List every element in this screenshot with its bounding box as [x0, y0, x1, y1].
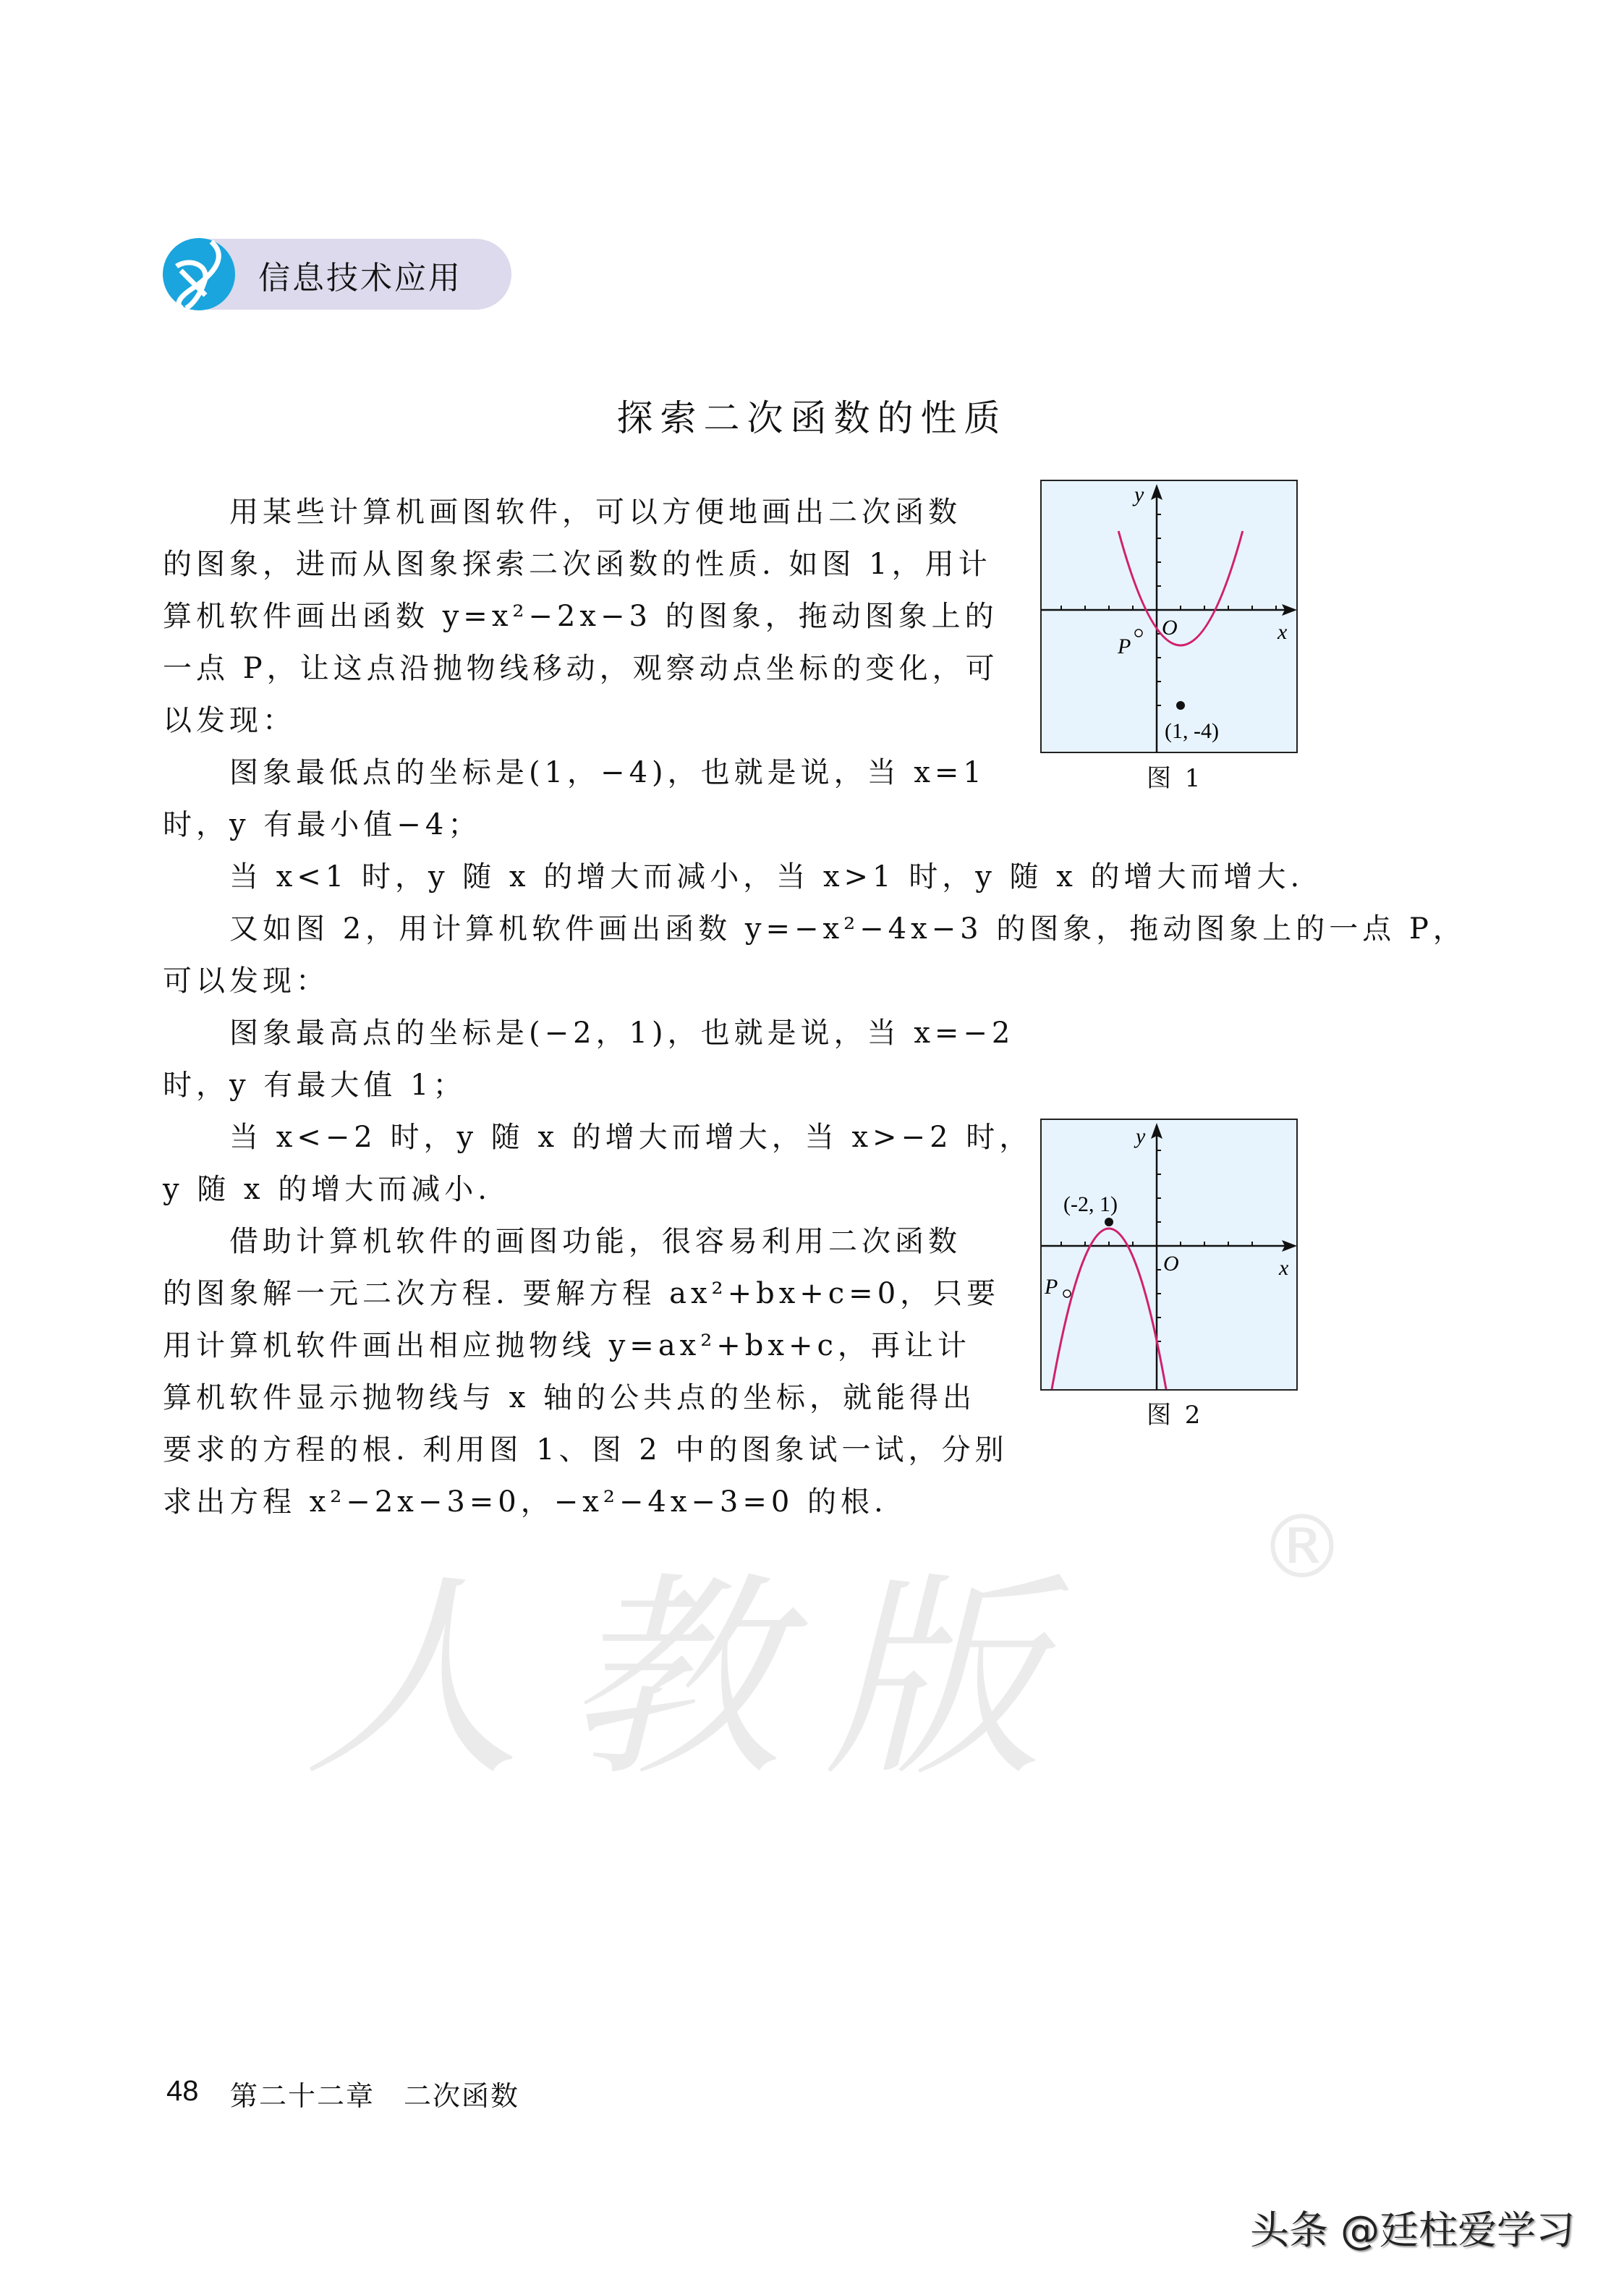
text-line: 时，y 有最小值−4；	[163, 808, 482, 841]
paragraph-monotonic-1	[163, 851, 1304, 903]
text-line: 要求的方程的根. 利用图 1、图 2 中的图象试一试，分别	[163, 1433, 1008, 1467]
y-axis-label: y	[1134, 483, 1144, 506]
running-footer-chapter: 第二十二章 二次函数	[230, 2080, 520, 2112]
text-line: 又如图 2，用计算机软件画出函数 y=−x²−4x−3 的图象，拖动图象上的一点 P，	[163, 912, 1466, 946]
registered-mark: ®	[1259, 1498, 1345, 1598]
vertex-point	[1105, 1218, 1113, 1226]
x-axis-label: x	[1279, 1256, 1289, 1280]
vertex-label: (-2, 1)	[1063, 1192, 1118, 1216]
origin-label: O	[1162, 616, 1178, 640]
text-line: 用计算机软件画出相应抛物线 y=ax²+bx+c，再让计	[163, 1329, 971, 1362]
text-line: 当 x<−2 时，y 随 x 的增大而增大，当 x>−2 时，	[163, 1121, 1033, 1154]
text-line: 当 x<1 时，y 随 x 的增大而减小，当 x>1 时，y 随 x 的增大而增大.	[163, 860, 1304, 894]
mouse-logo-icon	[161, 236, 237, 313]
point-p-label: P	[1045, 1275, 1058, 1299]
figure-2-caption: 图 2	[1147, 1401, 1204, 1430]
y-axis-label: y	[1136, 1124, 1146, 1148]
text-line: 可以发现：	[163, 964, 329, 998]
paragraph-min-point	[163, 747, 986, 851]
figure-2-graph	[1040, 1119, 1298, 1391]
point-p-marker	[1135, 629, 1142, 637]
paragraph-max-point	[163, 1007, 1014, 1111]
vertex-label: (1, -4)	[1165, 719, 1219, 743]
figure-1-caption: 图 1	[1147, 764, 1204, 793]
text-line: 一点 P，让这点沿抛物线移动，观察动点坐标的变化，可	[163, 652, 999, 685]
point-p-marker	[1063, 1290, 1071, 1297]
text-line: 算机软件画出函数 y=x²−2x−3 的图象，拖动图象上的	[163, 600, 998, 633]
section-banner	[161, 239, 514, 310]
paragraph-intro	[163, 486, 999, 747]
page-number: 48	[166, 2075, 199, 2107]
x-axis-label: x	[1277, 620, 1288, 644]
source-watermark: 头条 @廷柱爱学习	[1250, 2207, 1576, 2253]
text-line: 图象最高点的坐标是(−2，1)，也就是说，当 x=−2	[163, 1017, 1015, 1050]
paragraph-monotonic-2	[163, 1111, 1032, 1216]
paragraph-figure2-intro	[163, 903, 1466, 1007]
text-line: 时，y 有最大值 1；	[163, 1069, 467, 1102]
text-line: 算机软件显示抛物线与 x 轴的公共点的坐标，就能得出	[163, 1381, 976, 1414]
publisher-watermark: 人教版	[304, 1553, 1085, 1806]
text-line: 图象最低点的坐标是(1，−4)，也就是说，当 x=1	[163, 756, 986, 789]
text-line: y 随 x 的增大而减小.	[163, 1173, 492, 1206]
text-line: 借助计算机软件的画图功能，很容易利用二次函数	[163, 1225, 961, 1258]
point-p-label: P	[1118, 635, 1131, 658]
page-title: 探索二次函数的性质	[616, 397, 1008, 439]
text-line: 求出方程 x²−2x−3=0，−x²−4x−3=0 的根.	[163, 1485, 888, 1519]
figure-1-graph	[1040, 480, 1298, 753]
vertex-point	[1176, 701, 1185, 710]
paragraph-solve-equation	[163, 1216, 1008, 1528]
text-line: 的图象解一元二次方程. 要解方程 ax²+bx+c=0，只要	[163, 1277, 1000, 1310]
text-line: 的图象，进而从图象探索二次函数的性质. 如图 1，用计	[163, 548, 992, 581]
origin-label: O	[1163, 1252, 1179, 1276]
text-line: 用某些计算机画图软件，可以方便地画出二次函数	[163, 496, 961, 529]
text-line: 以发现：	[163, 704, 296, 737]
section-label: 信息技术应用	[258, 260, 462, 297]
